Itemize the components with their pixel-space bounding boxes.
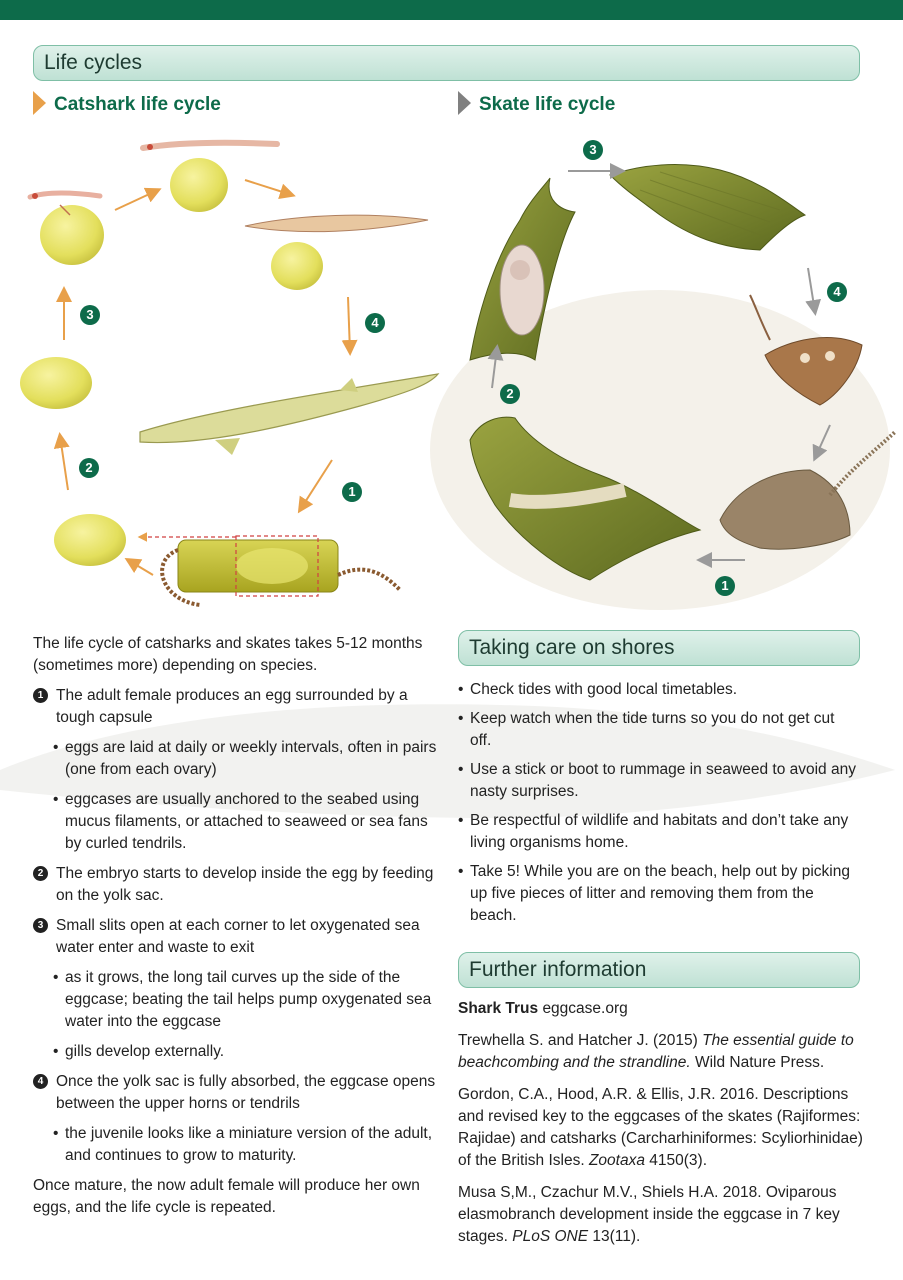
step-number: 1 [33, 688, 48, 703]
catshark-eggcase [140, 536, 400, 605]
section-taking-care: Taking care on shores [458, 630, 860, 666]
skate-step-3-badge: 3 [583, 140, 603, 160]
step-2-paragraph: 2 The embryo starts to develop inside the egg by feeding on the yolk sac. [33, 863, 438, 907]
step-number: 3 [33, 918, 48, 933]
step-3-bullet: • gills develop externally. [33, 1041, 438, 1063]
catshark-yolk-bottom [54, 514, 126, 566]
step-3-bullet: • as it grows, the long tail curves up the side of the eggcase; beating the tail helps pump oxygenated sea water into the eggcase [33, 967, 438, 1033]
arrow [245, 180, 292, 195]
arrow [60, 436, 68, 490]
reference-item: Gordon, C.A., Hood, A.R. & Ellis, J.R. 2016. Descriptions and revised key to the eggcases of the skates (Rajiformes: Rajidae) and catsharks (Carcharhiniformes: Scyliorhinidae) of the British Isles. Zootaxa 4150(3). [458, 1086, 863, 1169]
reference-item: Musa S,M., Czachur M.V., Shiels H.A. 2018. Oviparous elasmobranch development inside the eggcase in 7 key stages. PLoS ONE 13(11). [458, 1184, 840, 1245]
arrow [128, 560, 153, 575]
step-1-paragraph: 1 The adult female produces an egg surrounded by a tough capsule [33, 685, 438, 729]
care-item: • Check tides with good local timetables. [458, 679, 858, 701]
arrow [300, 460, 332, 510]
catshark-step-1-badge: 1 [342, 482, 362, 502]
step-3-paragraph: 3 Small slits open at each corner to let oxygenated sea water enter and waste to exit [33, 915, 438, 959]
arrow [348, 297, 350, 352]
skate-step-2-badge: 2 [500, 384, 520, 404]
catshark-title: Catshark life cycle [33, 93, 221, 117]
catshark-step-3-badge: 3 [80, 305, 100, 325]
step-number: 4 [33, 1074, 48, 1089]
catshark-step-4-badge: 4 [365, 313, 385, 333]
references [458, 998, 863, 1258]
skate-title: Skate life cycle [458, 93, 615, 117]
step-4-paragraph: 4 Once the yolk sac is fully absorbed, the eggcase opens between the upper horns or tendrils [33, 1071, 438, 1115]
care-item: • Keep watch when the tide turns so you do not get cut off. [458, 708, 858, 752]
skate-step-4-badge: 4 [827, 282, 847, 302]
arrow [808, 268, 815, 312]
outro-paragraph: Once mature, the now adult female will produce her own eggs, and the life cycle is repeated. [33, 1177, 420, 1216]
catshark-larva-top [143, 143, 277, 212]
section-further-information: Further information [458, 952, 860, 988]
life-cycle-description [33, 633, 438, 1227]
skate-eggcase-developing [610, 165, 805, 250]
care-item: • Take 5! While you are on the beach, help out by picking up five pieces of litter and removing them from the beach. [458, 861, 858, 927]
step-number: 2 [33, 866, 48, 881]
intro-paragraph: The life cycle of catsharks and skates takes 5-12 months (sometimes more) depending on species. [33, 635, 423, 674]
catshark-juvenile-with-yolk [245, 215, 428, 290]
catshark-egg-left [20, 357, 92, 409]
care-item: • Be respectful of wildlife and habitats and don’t take any living organisms home. [458, 810, 858, 854]
care-list [458, 679, 858, 934]
care-item: • Use a stick or boot to rummage in seaweed to avoid any nasty surprises. [458, 759, 858, 803]
catshark-step-2-badge: 2 [79, 458, 99, 478]
reference-item: Trewhella S. and Hatcher J. (2015) The essential guide to beachcombing and the strandline. Wild Nature Press. [458, 1032, 854, 1071]
section-life-cycles: Life cycles [33, 45, 860, 81]
step-1-bullet: • eggcases are usually anchored to the seabed using mucus filaments, or attached to seaweed or sea fans by curled tendrils. [33, 789, 438, 855]
step-4-bullet: • the juvenile looks like a miniature version of the adult, and continues to grow to maturity. [33, 1123, 438, 1167]
catshark-larva-top-left [30, 193, 104, 265]
skate-step-1-badge: 1 [715, 576, 735, 596]
eggcase-link[interactable]: eggcase.org [542, 1000, 628, 1017]
catshark-juvenile [140, 374, 438, 455]
shark-trust-reference: Shark Trus eggcase.org [458, 1000, 628, 1017]
arrow [115, 190, 158, 210]
step-1-bullet: • eggs are laid at daily or weekly intervals, often in pairs (one from each ovary) [33, 737, 438, 781]
